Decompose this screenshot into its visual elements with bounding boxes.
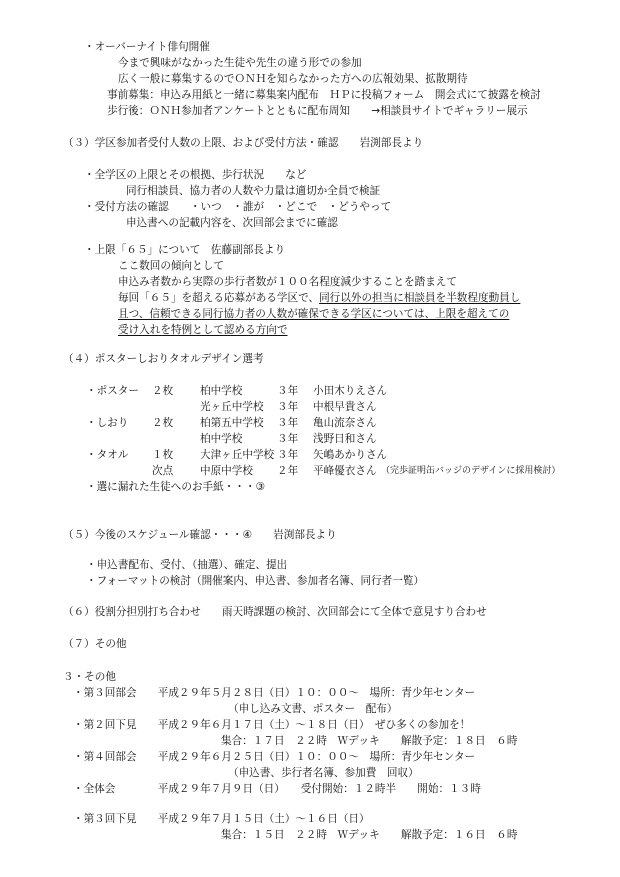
section-4-heading: （４）ポスターしおりタオルデザイン選考 xyxy=(63,353,264,365)
schedule-item: ・第３回下見 平成２９年７月１５日（土）～１６日（日） xyxy=(73,813,370,825)
schedule-item: ・第４回部会 平成２９年６月２５日（日）１０：００～ 場所：青少年センター xyxy=(73,751,476,763)
bullet-item: ・選に漏れた生徒へのお手紙・・・③ xyxy=(86,481,265,493)
section-6-heading: （６）役割分担別打ち合わせ 雨天時課題の検討、次回部会にて全体で意見すり合わせ xyxy=(63,606,487,618)
schedule-detail: （申し込み文書、ポスター 配布） xyxy=(228,703,398,715)
bullet-item: ・上限「６５」について 佐藤副部長より xyxy=(84,244,286,256)
rank: ２枚 xyxy=(152,417,174,429)
overnight-line: 事前募集：申込み用紙と一緒に募集案内配布 ＨＰに投稿フォーム 開会式にて披露を検討 xyxy=(107,89,541,101)
schedule-item: ・第２回下見 平成２９年６月１７日（土）～１８日（日） ぜひ多くの参加を！ xyxy=(73,719,471,731)
item-label: ・ポスター xyxy=(86,385,139,397)
bullet-item: ・申込書配布、受付、（抽選）、確定、提出 xyxy=(86,559,288,571)
schedule-item: ・第３回部会 平成２９年５月２８日（日）１０：００～ 場所：青少年センター xyxy=(73,687,476,699)
overnight-line: 広く一般に募集するのでＯＮＨを知らなかった方への広報効果、拡散期待 xyxy=(118,73,468,85)
overnight-line: 歩行後：ＯＮＨ参加者アンケートとともに配布周知 →相談員サイトでギャラリー展示 xyxy=(107,105,528,117)
grade: ３年 xyxy=(277,449,299,461)
overnight-line: 今まで興味がなかった生徒や先生の違う形での参加 xyxy=(118,57,362,69)
school: 中原中学校 xyxy=(200,465,253,477)
bullet-detail: ここ数回の傾向として xyxy=(118,260,224,272)
schedule-item: ・全体会 平成２９年７月９日（日） 受付開始：１２時半 開始：１３時 xyxy=(73,783,481,795)
bullet-detail: 申込書への記載内容を、次回部会までに確認 xyxy=(126,217,338,229)
bullet-detail xyxy=(118,291,520,305)
bullet-detail: 申込み者数から実際の歩行者数が１００名程度減少することを踏まえて xyxy=(118,276,457,288)
overnight-heading: ・オーバーナイト俳句開催 xyxy=(84,41,210,53)
grade: ３年 xyxy=(277,433,299,445)
school: 柏中学校 xyxy=(200,385,243,397)
plain-text: 毎回「６５」を超える応募がある学区で、 xyxy=(118,292,320,304)
student-name: 平峰優衣さん xyxy=(313,465,377,477)
underlined-text: 同行以外の担当に相談員を半数程度動員し xyxy=(319,292,521,304)
other-heading: ３・その他 xyxy=(63,671,116,683)
schedule-detail: 集合：１５日 ２２時 Ｗデッキ 解散予定：１６日 ６時 xyxy=(221,829,518,841)
section-5-heading: （５）今後のスケジュール確認・・・④ 岩渕部長より xyxy=(63,529,337,541)
item-label: ・しおり xyxy=(86,417,129,429)
grade: ３年 xyxy=(277,417,299,429)
bullet-item: ・受付方法の確認 ・いつ ・誰が ・どこで ・どうやって xyxy=(84,201,392,213)
underlined-text: 且つ、信頼できる同行協力者の人数が確保できる学区については、上限を超えての xyxy=(118,308,510,320)
bullet-item: ・全学区の上限とその根拠、歩行状況 など xyxy=(84,169,307,181)
school: 柏中学校 xyxy=(200,433,243,445)
rank: １枚 xyxy=(152,449,174,461)
school: 柏第五中学校 xyxy=(200,417,264,429)
note: （完歩証明缶バッジのデザインに採用検討） xyxy=(381,466,561,476)
school: 大津ヶ丘中学校 xyxy=(200,449,275,461)
underlined-text: 受け入れを特例として認める方向で xyxy=(118,324,288,336)
section-3-heading: （３）学区参加者受付人数の上限、および受付方法・確認 岩渕部長より xyxy=(63,137,424,149)
grade: ３年 xyxy=(277,385,299,397)
student-name: 中根早貴さん xyxy=(313,401,377,413)
student-name: 亀山流奈さん xyxy=(313,417,377,429)
school: 光ヶ丘中学校 xyxy=(200,401,264,413)
item-label: ・タオル xyxy=(86,449,129,461)
grade: ３年 xyxy=(277,401,299,413)
section-7-heading: （７）その他 xyxy=(63,638,127,650)
bullet-item: ・フォーマットの検討（開催案内、申込書、参加者名簿、同行者一覧） xyxy=(86,575,425,587)
rank: ２枚 xyxy=(152,385,174,397)
grade: ２年 xyxy=(277,465,299,477)
bullet-detail: 同行相談員、協力者の人数や力量は適切か全員で検証 xyxy=(126,185,381,197)
schedule-detail: （申込書、歩行者名簿、参加費 回収） xyxy=(228,767,419,779)
schedule-detail: 集合：１７日 ２２時 Ｗデッキ 解散予定：１８日 ６時 xyxy=(221,735,518,747)
student-name: 小田木りえさん xyxy=(313,385,388,397)
rank: 次点 xyxy=(152,465,174,477)
student-name: 浅野日和さん xyxy=(313,433,377,445)
student-name: 矢嶋あかりさん xyxy=(313,449,388,461)
